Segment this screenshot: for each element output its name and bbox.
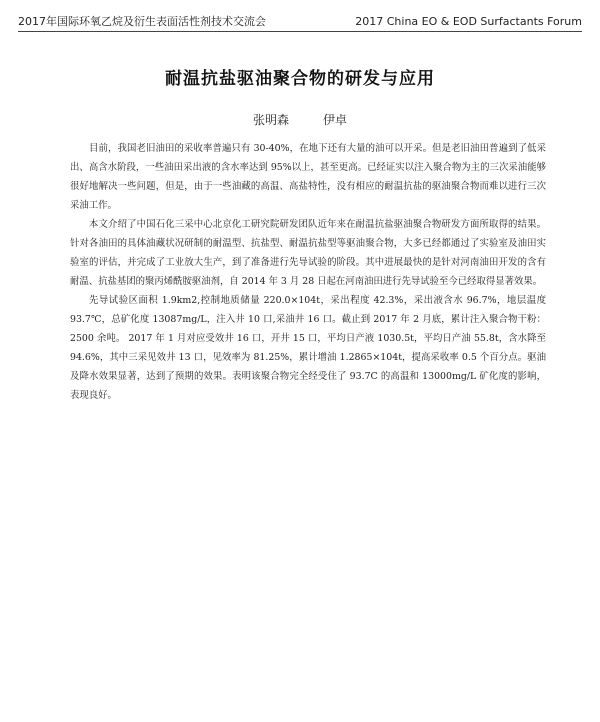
article-title: 耐温抗盐驱油聚合物的研发与应用	[165, 69, 435, 89]
body-paragraph: 本文介绍了中国石化三采中心北京化工研究院研发团队近年来在耐温抗盐驱油聚合物研发方面所取得的结果。针对各油田的具体油藏状况研制的耐温型、抗盐型、耐温抗盐型等驱油聚合物，大多已经都通过了实验室及油田实验室的评估，并完成了工业放大生产，到了准备进行先导试验的阶段。其中进展最快的是针对河南油田开发的含有耐温、抗盐基团的聚丙烯酰胺驱油剂，自 2014 年 3 月 28 日起在河南油田进行先导试验至今已经取得显著效果。	[70, 219, 546, 287]
body-paragraph: 先导试验区面积 1.9km2,控制地质储量 220.0×104t，采出程度 42.3%，采出液含水 96.7%，地层温度 93.7℃，总矿化度 13087mg/L，注入井 10 口,采油井 16 口。截止到 2017 年 2 月底，累计注入聚合物干粉：2500 余吨。 2017 年 1 月对应受效井 16 口，开井 15 口，平均日产液 1030.5t，平均日产油 55.8t，含水降至 94.6%，其中三采见效井 13 口，见效率为 81.25%，累计增油 1.2865×104t，提高采收率 0.5 个百分点。驱油及降水效果显著，达到了预期的效果。表明该聚合物完全经受住了 93.7C 的高温和 13000mg/L 矿化度的影响，表现良好。	[70, 295, 546, 401]
author-name: 伊卓	[323, 113, 348, 127]
author-line	[0, 111, 600, 128]
article-body	[70, 139, 546, 405]
header-conference-cn: 2017年国际环氧乙烷及衍生表面活性剂技术交流会	[18, 15, 266, 28]
page-header	[18, 12, 582, 30]
header-conference-en: 2017 China EO & EOD Surfactants Forum	[355, 14, 582, 28]
header-divider	[18, 31, 582, 32]
author-name: 张明森	[252, 113, 289, 127]
body-paragraph: 目前，我国老旧油田的采收率普遍只有 30-40%，在地下还有大量的油可以开采。但是老旧油田普遍到了低采出、高含水阶段，一些油田采出液的含水率达到 95%以上，甚至更高。已经证实以注入聚合物为主的三次采油能够很好地解决一些问题，但是，由于一些油藏的高温、高盐特性，没有相应的耐温抗盐的驱油聚合物而难以进行三次采油工作。	[70, 143, 546, 211]
